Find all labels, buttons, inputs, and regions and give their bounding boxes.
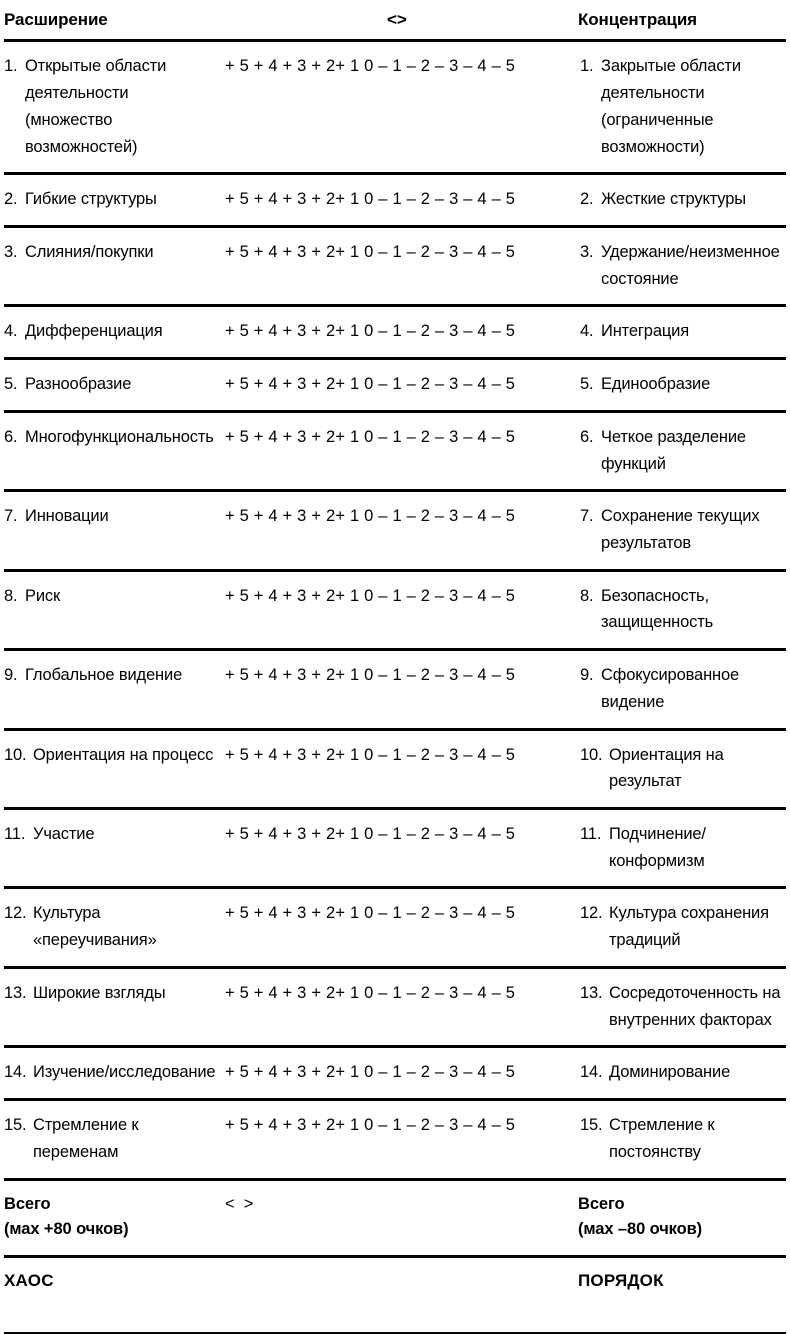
item-text-right: Удержание/неизменное состояние <box>601 242 780 288</box>
statement-left <box>4 239 220 266</box>
item-text-left: Гибкие структуры <box>25 190 157 209</box>
header-label-expansion: Расширение <box>4 10 108 29</box>
item-number: 11. <box>4 825 26 844</box>
table-row <box>4 413 786 489</box>
statement-right <box>578 503 786 556</box>
item-text-right: Стремление к постоянству <box>609 1116 715 1161</box>
statement-left <box>4 662 220 689</box>
row-cell-left <box>4 821 220 848</box>
row-cell-left <box>4 900 220 953</box>
table-row <box>4 1048 786 1098</box>
table-row <box>4 492 786 568</box>
row-cell-scale <box>220 821 578 848</box>
row-cell-right <box>578 239 786 292</box>
item-number: 3. <box>580 242 594 261</box>
item-text-left: Инновации <box>25 507 109 526</box>
item-number: 5. <box>4 375 18 394</box>
statement-right <box>578 1112 786 1165</box>
item-number: 12. <box>580 904 603 923</box>
item-number: 6. <box>580 427 594 446</box>
rating-scale[interactable]: + 5 + 4 + 3 + 2+ 1 0 – 1 – 2 – 3 – 4 – 5 <box>225 427 516 446</box>
scale-direction-icon: <> <box>387 10 407 29</box>
table-row <box>4 651 786 727</box>
table-row <box>4 810 786 886</box>
item-number: 8. <box>4 586 18 605</box>
totals-max-right: (мах –80 очков) <box>578 1220 703 1239</box>
row-cell-left <box>4 1059 220 1086</box>
statement-left <box>4 1112 220 1165</box>
item-text-right: Безопасность, защищенность <box>601 586 714 632</box>
table-row <box>4 175 786 225</box>
item-text-right: Четкое разделение функций <box>601 427 746 473</box>
statement-left <box>4 1059 220 1086</box>
statement-right <box>578 980 786 1033</box>
row-cell-right <box>578 424 786 477</box>
rating-scale[interactable]: + 5 + 4 + 3 + 2+ 1 0 – 1 – 2 – 3 – 4 – 5 <box>225 983 516 1002</box>
row-cell-scale <box>220 503 578 530</box>
totals-cell-middle <box>220 1192 578 1218</box>
row-cell-left <box>4 371 220 398</box>
item-number: 4. <box>4 322 18 341</box>
item-text-left: Стремление к переменам <box>33 1116 139 1161</box>
header-cell-middle <box>220 10 578 30</box>
item-number: 9. <box>4 666 18 685</box>
item-text-left: Изучение/исследование <box>33 1063 216 1082</box>
outcome-label-order: ПОРЯДОК <box>578 1270 664 1290</box>
item-number: 4. <box>580 322 594 341</box>
statement-right <box>578 662 786 715</box>
statement-right <box>578 371 786 398</box>
item-text-right: Единообразие <box>601 375 711 394</box>
statement-right <box>578 318 786 345</box>
totals-direction-icon: < > <box>225 1194 254 1213</box>
statement-right <box>578 424 786 477</box>
item-number: 10. <box>580 745 603 764</box>
row-cell-right <box>578 821 786 874</box>
table-row <box>4 360 786 410</box>
row-cell-scale <box>220 900 578 927</box>
statement-left <box>4 583 220 610</box>
item-text-left: Глобальное видение <box>25 666 183 685</box>
rating-scale[interactable]: + 5 + 4 + 3 + 2+ 1 0 – 1 – 2 – 3 – 4 – 5 <box>225 242 516 261</box>
statement-right <box>578 583 786 636</box>
item-number: 10. <box>4 745 27 764</box>
totals-cell-right <box>578 1192 786 1243</box>
outcome-label-chaos: ХАОС <box>4 1270 54 1290</box>
row-cell-scale <box>220 318 578 345</box>
row-cell-left <box>4 239 220 266</box>
table-header-row <box>4 0 786 39</box>
statement-right <box>578 239 786 292</box>
row-cell-scale <box>220 1112 578 1139</box>
rating-scale[interactable]: + 5 + 4 + 3 + 2+ 1 0 – 1 – 2 – 3 – 4 – 5 <box>225 825 516 844</box>
row-cell-right <box>578 662 786 715</box>
row-cell-right <box>578 318 786 345</box>
item-number: 13. <box>4 983 27 1002</box>
rating-scale[interactable]: + 5 + 4 + 3 + 2+ 1 0 – 1 – 2 – 3 – 4 – 5 <box>225 1063 516 1082</box>
item-text-right: Жесткие структуры <box>601 190 746 209</box>
table-row <box>4 1101 786 1177</box>
statement-left <box>4 53 220 160</box>
table-row <box>4 889 786 965</box>
statement-right <box>578 186 786 213</box>
header-cell-left <box>4 10 220 30</box>
rating-scale[interactable]: + 5 + 4 + 3 + 2+ 1 0 – 1 – 2 – 3 – 4 – 5 <box>225 57 516 76</box>
statement-left <box>4 424 220 451</box>
row-cell-left <box>4 503 220 530</box>
statement-right <box>578 53 786 160</box>
item-number: 1. <box>4 57 18 76</box>
row-cell-right <box>578 980 786 1033</box>
table-row <box>4 42 786 172</box>
row-cell-right <box>578 503 786 556</box>
totals-max-left: (мах +80 очков) <box>4 1220 129 1239</box>
statement-left <box>4 371 220 398</box>
item-number: 9. <box>580 666 594 685</box>
row-cell-scale <box>220 424 578 451</box>
row-cell-right <box>578 742 786 795</box>
statement-left <box>4 186 220 213</box>
row-cell-left <box>4 583 220 610</box>
header-label-concentration: Концентрация <box>578 10 697 29</box>
item-number: 7. <box>580 507 594 526</box>
item-text-left: Культура «переучивания» <box>33 904 157 950</box>
item-number: 15. <box>4 1116 27 1135</box>
rating-scale[interactable]: + 5 + 4 + 3 + 2+ 1 0 – 1 – 2 – 3 – 4 – 5 <box>225 745 516 764</box>
item-number: 14. <box>580 1063 603 1082</box>
item-number: 2. <box>580 190 594 209</box>
item-text-right: Культура сохранения традиций <box>609 904 769 950</box>
statement-right <box>578 1059 786 1086</box>
outcome-row <box>4 1258 786 1332</box>
row-cell-right <box>578 371 786 398</box>
row-cell-left <box>4 742 220 769</box>
item-number: 15. <box>580 1116 603 1135</box>
row-cell-right <box>578 900 786 953</box>
statement-left <box>4 318 220 345</box>
table-row <box>4 969 786 1045</box>
item-number: 5. <box>580 375 594 394</box>
rating-scale[interactable]: + 5 + 4 + 3 + 2+ 1 0 – 1 – 2 – 3 – 4 – 5 <box>225 375 516 394</box>
row-cell-scale <box>220 662 578 689</box>
row-cell-right <box>578 1112 786 1165</box>
row-cell-right <box>578 1059 786 1086</box>
bottom-divider <box>4 1332 786 1334</box>
totals-label-left: Всего <box>4 1194 51 1213</box>
item-number: 2. <box>4 190 18 209</box>
row-cell-scale <box>220 583 578 610</box>
statement-right <box>578 821 786 874</box>
item-number: 13. <box>580 983 603 1002</box>
item-text-left: Риск <box>25 586 61 605</box>
item-text-left: Участие <box>33 825 95 844</box>
item-text-right: Интеграция <box>601 322 689 341</box>
item-number: 7. <box>4 507 18 526</box>
item-number: 14. <box>4 1063 27 1082</box>
rating-scale[interactable]: + 5 + 4 + 3 + 2+ 1 0 – 1 – 2 – 3 – 4 – 5 <box>225 586 516 605</box>
rating-scale[interactable]: + 5 + 4 + 3 + 2+ 1 0 – 1 – 2 – 3 – 4 – 5 <box>225 1116 516 1135</box>
row-cell-scale <box>220 53 578 80</box>
table-row <box>4 228 786 304</box>
item-text-right: Закрытые области деятельности (ограниченные возможности) <box>601 57 741 156</box>
table-body <box>4 42 786 1180</box>
item-text-right: Подчинение/конформизм <box>609 825 706 870</box>
outcome-cell-left <box>4 1270 220 1292</box>
statement-left <box>4 821 220 848</box>
table-row <box>4 731 786 807</box>
statement-left <box>4 980 220 1007</box>
row-cell-scale <box>220 371 578 398</box>
item-number: 6. <box>4 427 18 446</box>
item-text-left: Дифференциация <box>25 322 163 341</box>
item-text-left: Многофункциональность <box>25 427 214 446</box>
item-number: 3. <box>4 242 18 261</box>
row-cell-scale <box>220 239 578 266</box>
rating-scale[interactable]: + 5 + 4 + 3 + 2+ 1 0 – 1 – 2 – 3 – 4 – 5 <box>225 904 516 923</box>
row-cell-scale <box>220 980 578 1007</box>
row-cell-left <box>4 1112 220 1165</box>
statement-left <box>4 742 220 769</box>
rating-scale[interactable]: + 5 + 4 + 3 + 2+ 1 0 – 1 – 2 – 3 – 4 – 5 <box>225 190 516 209</box>
item-text-right: Сосредоточенность на внутренних факторах <box>609 983 781 1029</box>
row-cell-right <box>578 53 786 160</box>
rating-scale[interactable]: + 5 + 4 + 3 + 2+ 1 0 – 1 – 2 – 3 – 4 – 5 <box>225 507 516 526</box>
item-text-left: Широкие взгляды <box>33 983 166 1002</box>
totals-cell-left <box>4 1192 220 1243</box>
totals-row <box>4 1181 786 1255</box>
outcome-cell-right <box>578 1270 786 1292</box>
row-cell-scale <box>220 1059 578 1086</box>
item-text-left: Ориентация на процесс <box>33 745 214 764</box>
row-cell-right <box>578 186 786 213</box>
item-text-left: Слияния/покупки <box>25 242 154 261</box>
item-text-right: Сохранение текущих результатов <box>601 507 760 553</box>
statement-left <box>4 900 220 953</box>
row-cell-right <box>578 583 786 636</box>
row-cell-scale <box>220 742 578 769</box>
item-number: 12. <box>4 904 27 923</box>
totals-label-right: Всего <box>578 1194 625 1213</box>
table-row <box>4 572 786 648</box>
item-number: 11. <box>580 825 602 844</box>
item-text-right: Доминирование <box>609 1063 731 1082</box>
item-text-right: Ориентация на результат <box>609 745 724 791</box>
table-row <box>4 307 786 357</box>
statement-left <box>4 503 220 530</box>
row-cell-scale <box>220 186 578 213</box>
rating-scale[interactable]: + 5 + 4 + 3 + 2+ 1 0 – 1 – 2 – 3 – 4 – 5 <box>225 666 516 685</box>
row-cell-left <box>4 318 220 345</box>
item-number: 1. <box>580 57 594 76</box>
item-text-right: Сфокусированное видение <box>601 666 740 711</box>
row-cell-left <box>4 186 220 213</box>
item-text-left: Открытые области деятельности (множество возможностей) <box>25 57 167 156</box>
item-number: 8. <box>580 586 594 605</box>
statement-right <box>578 742 786 795</box>
row-cell-left <box>4 53 220 160</box>
row-cell-left <box>4 424 220 451</box>
statement-right <box>578 900 786 953</box>
row-cell-left <box>4 662 220 689</box>
header-cell-right <box>578 10 786 30</box>
item-text-left: Разнообразие <box>25 375 132 394</box>
rating-scale[interactable]: + 5 + 4 + 3 + 2+ 1 0 – 1 – 2 – 3 – 4 – 5 <box>225 322 516 341</box>
row-cell-left <box>4 980 220 1007</box>
